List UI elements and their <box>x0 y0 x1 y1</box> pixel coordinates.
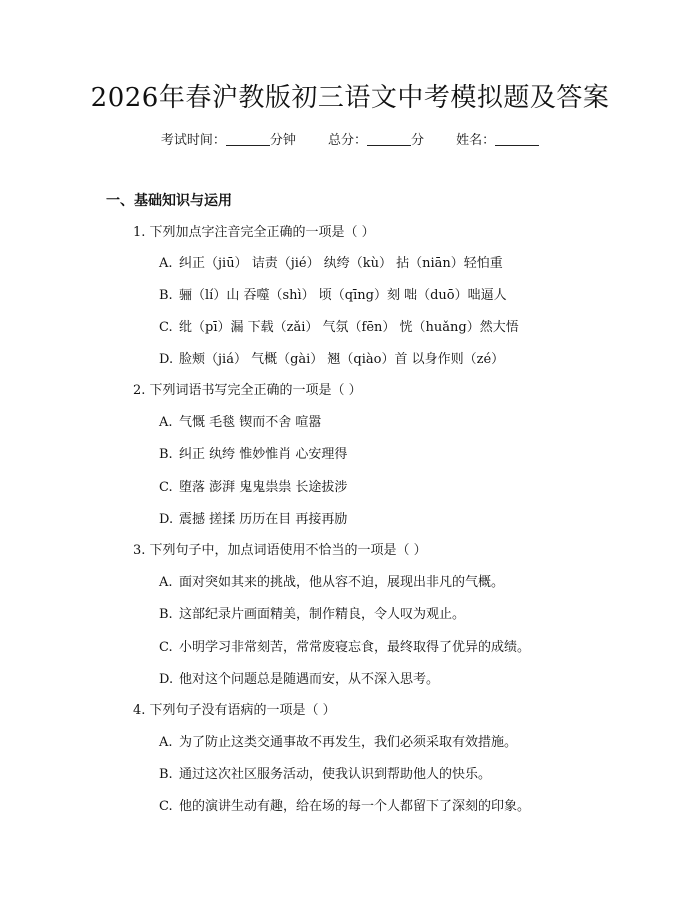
option-letter: B. <box>159 288 173 303</box>
option-text: 堕落 澎湃 鬼鬼祟祟 长途拔涉 <box>179 480 348 495</box>
option-text: 他对这个问题总是随遇而安，从不深入思考。 <box>179 672 440 687</box>
question-option <box>159 796 530 818</box>
option-text: 他的演讲生动有趣，给在场的每一个人都留下了深刻的印象。 <box>179 799 531 814</box>
question-option <box>159 253 503 275</box>
option-text: 通过这次社区服务活动，使我认识到帮助他人的快乐。 <box>179 767 492 782</box>
option-text: 纰（pī）漏 下载（zǎi） 气氛（fēn） 恍（huǎng）然大悟 <box>179 320 519 335</box>
question-option <box>159 444 347 466</box>
option-letter: C. <box>159 480 173 495</box>
option-letter: A. <box>159 735 173 750</box>
option-letter: D. <box>159 672 174 687</box>
question-option <box>159 317 519 339</box>
student-name-field <box>456 130 539 152</box>
question-option <box>159 285 507 307</box>
question-option <box>159 349 504 371</box>
option-letter: C. <box>159 320 173 335</box>
option-text: 这部纪录片画面精美，制作精良，令人叹为观止。 <box>179 607 466 622</box>
section-heading: 一、基础知识与运用 <box>106 193 232 209</box>
total-score-unit: 分 <box>411 133 425 148</box>
page-title: 2026年春沪教版初三语文中考模拟题及答案 <box>90 83 610 113</box>
exam-time-field <box>161 130 296 152</box>
question-option <box>159 732 517 754</box>
option-letter: C. <box>159 640 173 655</box>
question-option <box>159 604 465 626</box>
option-text: 气慨 毛毯 锲而不舍 喧嚣 <box>179 415 322 430</box>
option-letter: B. <box>159 447 173 462</box>
option-text: 纠正（jiū） 诘责（jié） 纨绔（kù） 拈（niān）轻怕重 <box>179 256 503 271</box>
question-option <box>159 572 504 594</box>
option-letter: B. <box>159 767 173 782</box>
exam-time-blank <box>226 131 270 146</box>
option-letter: A. <box>159 575 173 590</box>
question-option <box>159 412 321 434</box>
student-name-label: 姓名： <box>456 133 496 148</box>
question-option <box>159 764 491 786</box>
option-text: 为了防止这类交通事故不再发生，我们必须采取有效措施。 <box>179 735 518 750</box>
question-option <box>159 477 347 499</box>
question-stem: 2. 下列词语书写完全正确的一项是（ ） <box>133 383 362 398</box>
option-text: 面对突如其来的挑战，他从容不迫，展现出非凡的气概。 <box>179 575 505 590</box>
option-text: 小明学习非常刻苦，常常废寝忘食，最终取得了优异的成绩。 <box>179 640 531 655</box>
question-option <box>159 669 439 691</box>
question-option <box>159 637 530 659</box>
option-letter: D. <box>159 352 174 367</box>
exam-time-unit: 分钟 <box>269 133 296 148</box>
exam-info-line <box>0 130 700 152</box>
option-letter: A. <box>159 256 173 271</box>
exam-time-label: 考试时间： <box>160 133 226 148</box>
total-score-blank <box>367 131 411 146</box>
total-score-label: 总分： <box>327 133 367 148</box>
option-text: 震撼 搓揉 历历在目 再接再励 <box>179 512 348 527</box>
option-letter: A. <box>159 415 173 430</box>
option-letter: B. <box>159 607 173 622</box>
option-letter: D. <box>159 512 174 527</box>
option-text: 纠正 纨绔 惟妙惟肖 心安理得 <box>179 447 348 462</box>
question-stem: 1. 下列加点字注音完全正确的一项是（ ） <box>133 225 375 240</box>
question-option <box>159 509 347 531</box>
option-letter: C. <box>159 799 173 814</box>
question-stem: 4. 下列句子没有语病的一项是（ ） <box>133 703 336 718</box>
total-score-field <box>328 130 424 152</box>
option-text: 脸颊（jiá） 气概（gài） 翘（qiào）首 以身作则（zé） <box>179 352 505 367</box>
question-stem: 3. 下列句子中，加点词语使用不恰当的一项是（ ） <box>133 543 427 558</box>
option-text: 骊（lí）山 吞噬（shì） 顷（qīng）刻 咄（duō）咄逼人 <box>179 288 507 303</box>
student-name-blank <box>495 131 539 146</box>
